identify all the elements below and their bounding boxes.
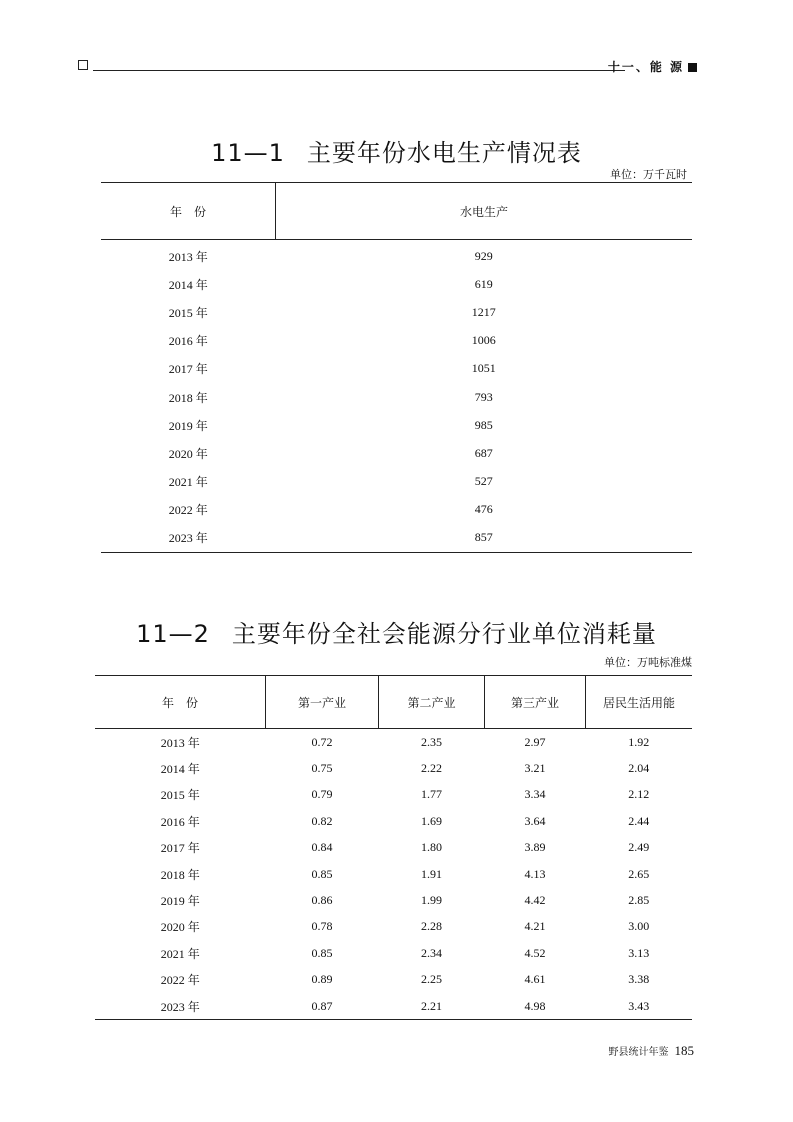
year-cell: 2023 年 <box>95 993 266 1020</box>
yearbook-name: 野县统计年鉴 <box>608 1047 669 1058</box>
energy-consumption-table <box>95 675 692 1020</box>
value-cell: 4.13 <box>524 866 546 881</box>
value-cell: 3.64 <box>524 813 546 828</box>
value-cell: 793 <box>474 389 493 404</box>
value-cell: 1006 <box>471 333 496 348</box>
value-cell: 4.21 <box>524 919 546 934</box>
value-cell: 1.77 <box>421 787 442 802</box>
value-cell: 0.75 <box>311 761 333 776</box>
table2-title <box>0 614 793 649</box>
year-cell: 2021 年 <box>160 946 200 961</box>
table-row <box>95 729 692 756</box>
table1-header-row <box>101 183 692 240</box>
table-row <box>95 861 692 887</box>
value-cell: 3.89 <box>524 840 546 855</box>
value-cell: 2.44 <box>628 813 650 828</box>
year-cell: 2019 年 <box>160 894 200 909</box>
year-cell: 2015 年 <box>168 305 208 320</box>
table1-body <box>101 240 692 553</box>
table-row <box>101 439 692 467</box>
value-cell: 2.65 <box>628 866 650 881</box>
year-cell: 2022 年 <box>160 973 200 988</box>
value-cell: 0.79 <box>311 787 333 802</box>
year-cell: 2018 年 <box>168 390 208 405</box>
table-row <box>101 298 692 326</box>
table-row <box>95 808 692 834</box>
value-cell: 1.69 <box>421 813 442 828</box>
table2-header-secondary: 第二产业 <box>379 676 485 729</box>
value-cell: 3.00 <box>628 919 650 934</box>
value-cell: 0.84 <box>311 840 333 855</box>
year-cell: 2013 年 <box>160 735 200 750</box>
table-row <box>101 355 692 383</box>
value-cell: 2.34 <box>421 945 442 960</box>
value-cell: 0.78 <box>311 919 333 934</box>
value-cell: 0.72 <box>311 734 333 749</box>
table1-header-year: 年 份 <box>101 183 276 240</box>
chapter-header <box>608 58 697 75</box>
value-cell: 2.85 <box>628 893 650 908</box>
value-cell: 619 <box>474 276 493 291</box>
value-cell: 1051 <box>471 361 496 376</box>
table-row <box>101 240 692 271</box>
value-cell: 2.22 <box>421 761 442 776</box>
value-cell: 2.28 <box>421 919 442 934</box>
table-row <box>101 327 692 355</box>
table-row <box>95 782 692 808</box>
value-cell: 1.92 <box>628 734 650 749</box>
table-row <box>95 887 692 913</box>
year-cell: 2014 年 <box>168 277 208 292</box>
table2-number: 11—2 <box>136 620 210 648</box>
header-square-icon <box>78 60 88 70</box>
value-cell: 2.12 <box>628 787 650 802</box>
value-cell: 476 <box>474 502 493 517</box>
value-cell: 4.42 <box>524 893 546 908</box>
year-cell: 2021 年 <box>168 475 208 490</box>
value-cell: 3.21 <box>524 761 546 776</box>
year-cell: 2023 年 <box>101 524 276 553</box>
table2-body <box>95 729 692 1020</box>
value-cell: 2.97 <box>524 734 546 749</box>
table-row <box>101 496 692 524</box>
table1-number: 11—1 <box>211 139 285 167</box>
value-cell: 527 <box>474 474 493 489</box>
table-row <box>95 914 692 940</box>
value-cell: 2.04 <box>628 761 650 776</box>
table2-header-residential: 居民生活用能 <box>586 676 693 729</box>
value-cell: 2.49 <box>628 840 650 855</box>
header-rule <box>93 70 625 71</box>
year-cell: 2013 年 <box>168 249 208 264</box>
table2-header-row <box>95 676 692 729</box>
year-cell: 2020 年 <box>168 446 208 461</box>
value-cell: 1.80 <box>421 840 442 855</box>
page-number: 185 <box>674 1043 694 1058</box>
value-cell: 2.25 <box>421 972 442 987</box>
value-cell: 4.61 <box>524 972 546 987</box>
value-cell: 0.89 <box>311 972 333 987</box>
year-cell: 2017 年 <box>160 841 200 856</box>
value-cell: 0.85 <box>311 866 333 881</box>
value-cell: 985 <box>474 417 493 432</box>
value-cell: 0.85 <box>311 945 333 960</box>
year-cell: 2016 年 <box>168 334 208 349</box>
value-cell: 4.98 <box>485 993 586 1020</box>
table2-header-tertiary: 第三产业 <box>485 676 586 729</box>
year-cell: 2017 年 <box>168 362 208 377</box>
value-cell: 3.43 <box>586 993 693 1020</box>
year-cell: 2019 年 <box>168 418 208 433</box>
value-cell: 4.52 <box>524 945 546 960</box>
value-cell: 929 <box>474 248 493 263</box>
table1-unit: 单位：万千瓦时 <box>610 168 687 181</box>
table2-header-year: 年 份 <box>95 676 266 729</box>
value-cell: 2.21 <box>379 993 485 1020</box>
table2-title-text: 主要年份全社会能源分行业单位消耗量 <box>231 620 657 648</box>
year-cell: 2014 年 <box>160 762 200 777</box>
value-cell: 0.86 <box>311 893 333 908</box>
table-row <box>95 835 692 861</box>
table-row <box>101 383 692 411</box>
table2-header-primary: 第一产业 <box>266 676 379 729</box>
value-cell: 687 <box>474 445 493 460</box>
year-cell: 2018 年 <box>160 867 200 882</box>
value-cell: 3.13 <box>628 945 650 960</box>
table2-unit: 单位：万吨标准煤 <box>604 656 692 669</box>
hydropower-table <box>101 182 692 553</box>
year-cell: 2015 年 <box>160 788 200 803</box>
value-cell: 1.91 <box>421 866 442 881</box>
table-row <box>101 270 692 298</box>
page-footer <box>609 1043 695 1059</box>
chapter-title: 十一、能 源 <box>607 60 684 74</box>
value-cell: 2.35 <box>421 734 442 749</box>
value-cell: 1.99 <box>421 893 442 908</box>
value-cell: 857 <box>276 524 693 553</box>
table-row <box>101 468 692 496</box>
value-cell: 1217 <box>471 304 496 319</box>
value-cell: 0.87 <box>266 993 379 1020</box>
value-cell: 3.38 <box>628 972 650 987</box>
table1-header-hydropower: 水电生产 <box>276 183 693 240</box>
value-cell: 3.34 <box>524 787 546 802</box>
table-row <box>95 940 692 966</box>
year-cell: 2020 年 <box>160 920 200 935</box>
table1-title <box>0 133 793 168</box>
table-row <box>101 524 692 553</box>
table-row <box>95 967 692 993</box>
value-cell: 0.82 <box>311 813 333 828</box>
year-cell: 2022 年 <box>168 503 208 518</box>
year-cell: 2016 年 <box>160 814 200 829</box>
table-row <box>95 993 692 1020</box>
filled-square-icon <box>688 63 697 72</box>
table1-title-text: 主要年份水电生产情况表 <box>306 139 582 167</box>
table-row <box>95 755 692 781</box>
table-row <box>101 411 692 439</box>
